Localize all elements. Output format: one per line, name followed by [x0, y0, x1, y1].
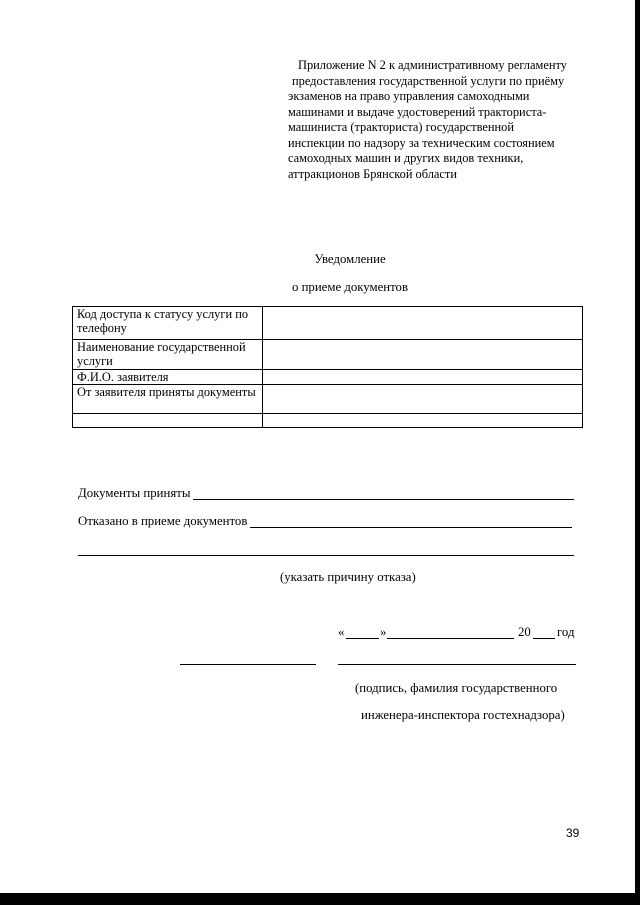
document-title: Уведомление: [314, 252, 386, 266]
table-row: [73, 370, 583, 385]
appendix-line: машиниста (тракториста) государственной: [288, 120, 514, 134]
refused-label: Отказано в приеме документов: [78, 514, 248, 528]
refusal-reason-line[interactable]: [78, 555, 574, 556]
appendix-line: машинами и выдаче удостоверений тракториста-: [288, 104, 547, 119]
table-row: [73, 385, 583, 414]
table-row: [73, 340, 583, 370]
table-row-label: [73, 414, 263, 428]
scan-border-right: [635, 0, 640, 905]
refused-line[interactable]: [250, 527, 572, 528]
refusal-reason-hint: (указать причину отказа): [280, 570, 416, 584]
table-row-value[interactable]: [263, 414, 583, 428]
appendix-line: предоставления государственной услуги по приёму: [292, 73, 565, 88]
signature-line[interactable]: [180, 664, 316, 665]
appendix-line: аттракционов Брянской области: [288, 166, 457, 181]
table-row-label: Наименование государственной услуги: [73, 340, 263, 370]
table-row-value[interactable]: [263, 340, 583, 370]
appendix-line: самоходных машин и других видов техники,: [288, 151, 524, 165]
documents-accepted-line[interactable]: [193, 499, 574, 500]
date-close-quote: »: [380, 625, 387, 639]
table-row-value[interactable]: [263, 370, 583, 385]
appendix-line: Приложение N 2 к административному регламенту: [298, 58, 567, 72]
date-year-suffix: год: [557, 625, 575, 639]
appendix-line: экзаменов на право управления самоходными: [288, 89, 530, 103]
date-day-line[interactable]: [346, 638, 379, 639]
date-open-quote: «: [338, 625, 345, 639]
date-year-line[interactable]: [533, 638, 555, 639]
notice-table: [72, 306, 583, 428]
table-row-label: От заявителя приняты документы: [73, 385, 263, 414]
table-row-label: Ф.И.О. заявителя: [73, 370, 263, 385]
document-subtitle: о приеме документов: [291, 280, 408, 294]
table-row: [73, 414, 583, 428]
documents-accepted-label: Документы приняты: [78, 486, 191, 500]
table-row-value[interactable]: [263, 385, 583, 414]
signature-caption-line2: инженера-инспектора гостехнадзора): [361, 708, 565, 722]
inspector-name-line[interactable]: [338, 664, 576, 665]
table-row-label: Код доступа к статусу услуги по телефону: [73, 307, 263, 340]
signature-caption-line1: (подпись, фамилия государственного: [355, 681, 558, 695]
scan-border-bottom: [0, 893, 640, 905]
appendix-line: инспекции по надзору за техническим состоянием: [288, 135, 555, 150]
table-row-value[interactable]: [263, 307, 583, 340]
date-month-line[interactable]: [387, 638, 514, 639]
date-year-prefix: 20: [518, 625, 531, 639]
appendix-header: [288, 58, 588, 182]
table-row: [73, 307, 583, 340]
page-number: 39: [566, 826, 580, 840]
